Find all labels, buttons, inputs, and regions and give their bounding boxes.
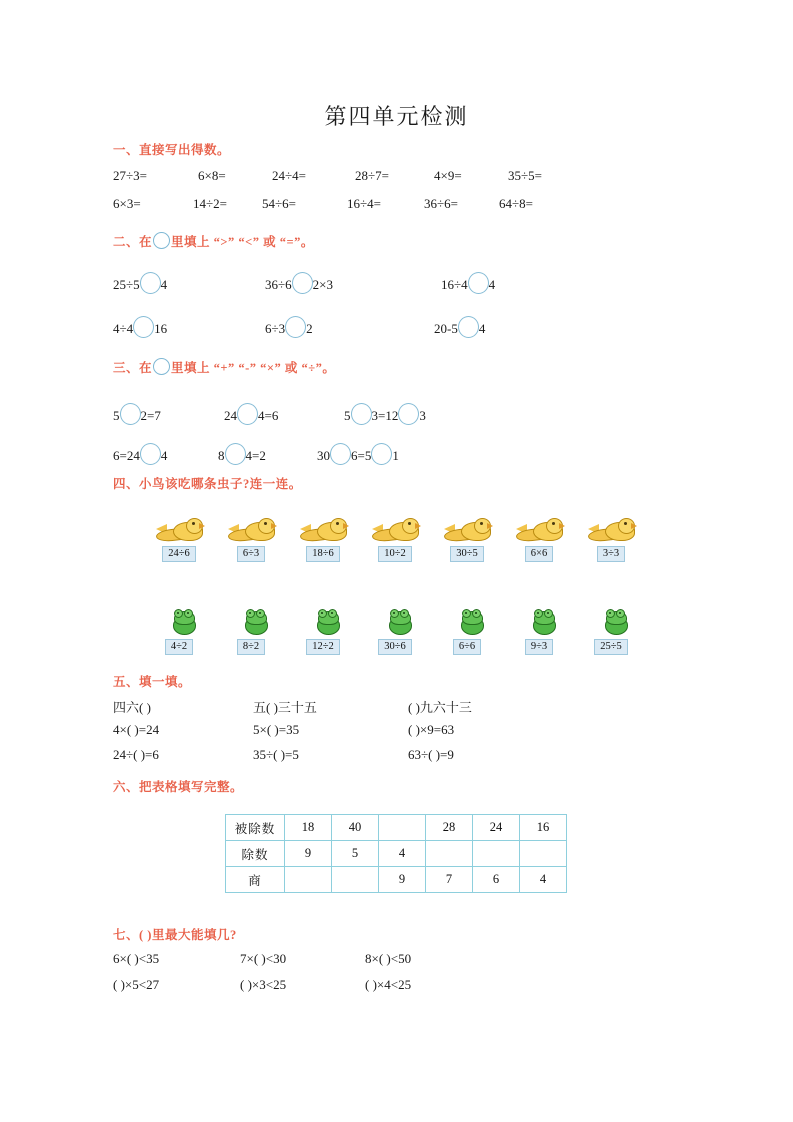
division-table: [225, 814, 567, 893]
cell-r0-c3[interactable]: 28: [426, 815, 473, 841]
s5-r1-c1[interactable]: 四六( ): [113, 700, 151, 715]
circle-blank-input[interactable]: [330, 443, 351, 465]
worm-item[interactable]: [434, 610, 500, 655]
cell-r0-c0[interactable]: 18: [285, 815, 332, 841]
s5-r2-c3[interactable]: ( )×9=63: [408, 722, 455, 737]
bird-icon: [582, 517, 640, 543]
s3-r1-c1-b: 2=7: [140, 408, 161, 423]
s5-r3-c2[interactable]: 35÷( )=5: [253, 747, 299, 762]
bird-item[interactable]: [362, 517, 428, 562]
circle-blank-input[interactable]: [371, 443, 392, 465]
row-header-divisor: 除数: [226, 841, 285, 867]
s2-r1-c3-left: 16÷4: [441, 277, 468, 292]
s5-r2-c1[interactable]: 4×( )=24: [113, 722, 160, 737]
worm-item[interactable]: [290, 610, 356, 655]
cell-r2-c1[interactable]: [332, 867, 379, 893]
s1-r2-c5: 36÷6=: [424, 196, 458, 211]
s2-r1-c2: [265, 272, 333, 294]
s1-r2-c3: 54÷6=: [262, 196, 296, 211]
circle-blank-input[interactable]: [468, 272, 489, 294]
s3-r2-c2-b: 4=2: [245, 448, 266, 463]
section-5-heading: 五、填一填。: [113, 675, 192, 689]
s3-r2-c2: [218, 443, 266, 465]
s1-r1-c3: 24÷4=: [272, 168, 306, 183]
s2-r2-c2-left: 6÷3: [265, 321, 286, 336]
s3-r2-c2-a: 8: [218, 448, 225, 463]
cell-r2-c5[interactable]: 4: [520, 867, 567, 893]
circle-blank-input[interactable]: [351, 403, 372, 425]
worm-label: 9÷3: [525, 639, 553, 655]
s2-r2-c3: [434, 316, 485, 338]
cell-r1-c2[interactable]: 4: [379, 841, 426, 867]
s3-r2-c3-a: 30: [317, 448, 330, 463]
cell-r2-c0[interactable]: [285, 867, 332, 893]
s7-r1-c3[interactable]: 8×( )<50: [365, 951, 412, 966]
bird-item[interactable]: [434, 517, 500, 562]
section-1-heading: 一、直接写出得数。: [113, 143, 231, 157]
cell-r1-c4[interactable]: [473, 841, 520, 867]
circle-blank-input[interactable]: [285, 316, 306, 338]
table-row: [226, 867, 567, 893]
birds-row: [0, 517, 793, 569]
bird-label: 24÷6: [162, 546, 196, 562]
worm-label: 8÷2: [237, 639, 265, 655]
frog-worm-icon: [366, 610, 424, 636]
section-7-heading: 七、( )里最大能填几?: [113, 928, 237, 942]
cell-r0-c2[interactable]: [379, 815, 426, 841]
circle-blank-input[interactable]: [458, 316, 479, 338]
cell-r2-c3[interactable]: 7: [426, 867, 473, 893]
bird-icon: [294, 517, 352, 543]
s2-r2-c1-right: 16: [154, 321, 168, 336]
worm-label: 30÷6: [378, 639, 412, 655]
worm-label: 25÷5: [594, 639, 628, 655]
section-2-heading-suffix: 里填上 “>” “<” 或 “=”。: [171, 235, 314, 249]
s1-r2-c2: 14÷2=: [193, 196, 227, 211]
s2-r1-c2-right: 2×3: [312, 277, 333, 292]
frog-worm-icon: [294, 610, 352, 636]
s5-r1-c3[interactable]: ( )九六十三: [408, 700, 472, 715]
worm-item[interactable]: [218, 610, 284, 655]
circle-blank-input[interactable]: [140, 272, 161, 294]
s2-r1-c3: [441, 272, 495, 294]
s3-r1-c3-b: 3=12: [371, 408, 399, 423]
worm-label: 4÷2: [165, 639, 193, 655]
bird-label: 10÷2: [378, 546, 412, 562]
bird-icon: [438, 517, 496, 543]
s1-r2-c6: 64÷8=: [499, 196, 533, 211]
s3-r1-c3-c: 3: [419, 408, 426, 423]
s5-r1-c2[interactable]: 五( )三十五: [253, 700, 317, 715]
s1-r2-c4: 16÷4=: [347, 196, 381, 211]
s3-r2-c3-c: 1: [392, 448, 399, 463]
section-3-heading: [113, 358, 335, 376]
s5-r3-c3[interactable]: 63÷( )=9: [408, 747, 454, 762]
section-2-heading-prefix: 二、在: [113, 235, 153, 249]
s2-r1-c2-left: 36÷6: [265, 277, 292, 292]
circle-blank-icon: [153, 232, 170, 249]
s2-r1-c1-left: 25÷5: [113, 277, 140, 292]
cell-r1-c3[interactable]: [426, 841, 473, 867]
s1-r1-c1: 27÷3=: [113, 168, 147, 183]
cell-r2-c4[interactable]: 6: [473, 867, 520, 893]
s3-r1-c1-a: 5: [113, 408, 120, 423]
bird-item[interactable]: [218, 517, 284, 562]
s1-r2-c1: 6×3=: [113, 196, 141, 211]
circle-blank-input[interactable]: [140, 443, 161, 465]
worm-item[interactable]: [146, 610, 212, 655]
s1-r1-c2: 6×8=: [198, 168, 226, 183]
s2-r2-c3-right: 4: [478, 321, 486, 336]
frog-worm-icon: [150, 610, 208, 636]
s7-r2-c1[interactable]: ( )×5<27: [113, 977, 160, 992]
s3-r2-c1-b: 4: [160, 448, 168, 463]
bird-label: 6÷3: [237, 546, 265, 562]
s7-r2-c3[interactable]: ( )×4<25: [365, 977, 412, 992]
s5-r3-c1[interactable]: 24÷( )=6: [113, 747, 159, 762]
bird-label: 18÷6: [306, 546, 340, 562]
table-row: [226, 841, 567, 867]
s2-r2-c1-left: 4÷4: [113, 321, 134, 336]
bird-icon: [510, 517, 568, 543]
cell-r2-c2[interactable]: 9: [379, 867, 426, 893]
worm-item[interactable]: [506, 610, 572, 655]
circle-blank-input[interactable]: [225, 443, 246, 465]
s3-r1-c2-a: 24: [224, 408, 237, 423]
s2-r1-c1-right: 4: [160, 277, 168, 292]
s3-r2-c1: [113, 443, 167, 465]
cell-r0-c1[interactable]: 40: [332, 815, 379, 841]
circle-blank-input[interactable]: [120, 403, 141, 425]
worm-label: 6÷6: [453, 639, 481, 655]
s3-r2-c3: [317, 443, 399, 465]
frog-worm-icon: [582, 610, 640, 636]
bird-label: 6×6: [525, 546, 553, 562]
s2-r2-c2-right: 2: [306, 321, 313, 336]
s3-r1-c2: [224, 403, 278, 425]
s3-r2-c1-a: 6=24: [113, 448, 140, 463]
page-title: 第四单元检测: [324, 104, 469, 129]
s2-r2-c3-left: 20-5: [434, 321, 458, 336]
section-4-heading: 四、小鸟该吃哪条虫子?连一连。: [113, 477, 302, 491]
frog-worm-icon: [222, 610, 280, 636]
s2-r2-c1: [113, 316, 167, 338]
s3-r1-c2-b: 4=6: [258, 408, 279, 423]
s7-r2-c2[interactable]: ( )×3<25: [240, 977, 287, 992]
s7-r1-c1[interactable]: 6×( )<35: [113, 951, 160, 966]
bird-icon: [150, 517, 208, 543]
circle-blank-icon: [153, 358, 170, 375]
row-header-quotient: 商: [226, 867, 285, 893]
s5-r2-c2[interactable]: 5×( )=35: [253, 722, 300, 737]
s2-r1-c1: [113, 272, 167, 294]
bird-item[interactable]: [578, 517, 644, 562]
circle-blank-input[interactable]: [237, 403, 258, 425]
frog-worm-icon: [510, 610, 568, 636]
bird-item[interactable]: [506, 517, 572, 562]
s3-r1-c1: [113, 403, 161, 425]
bird-item[interactable]: [146, 517, 212, 562]
cell-r1-c1[interactable]: 5: [332, 841, 379, 867]
bird-icon: [366, 517, 424, 543]
s7-r1-c2[interactable]: 7×( )<30: [240, 951, 287, 966]
frog-worm-icon: [438, 610, 496, 636]
section-2-heading: [113, 232, 314, 250]
bird-label: 3÷3: [597, 546, 625, 562]
s2-r2-c2: [265, 316, 313, 338]
s1-r1-c4: 28÷7=: [355, 168, 389, 183]
s3-r1-c3: [344, 403, 426, 425]
s2-r1-c3-right: 4: [488, 277, 496, 292]
cell-r0-c5[interactable]: 16: [520, 815, 567, 841]
s3-r2-c3-b: 6=5: [351, 448, 372, 463]
s3-r1-c3-a: 5: [344, 408, 351, 423]
s1-r1-c6: 35÷5=: [508, 168, 542, 183]
circle-blank-input[interactable]: [398, 403, 419, 425]
cell-r1-c5[interactable]: [520, 841, 567, 867]
table-row: [226, 815, 567, 841]
worm-label: 12÷2: [306, 639, 340, 655]
row-header-dividend: 被除数: [226, 815, 285, 841]
circle-blank-input[interactable]: [292, 272, 313, 294]
worms-row: [0, 610, 793, 662]
cell-r0-c4[interactable]: 24: [473, 815, 520, 841]
cell-r1-c0[interactable]: 9: [285, 841, 332, 867]
worm-item[interactable]: [362, 610, 428, 655]
section-6-heading: 六、把表格填写完整。: [113, 780, 244, 794]
s1-r1-c5: 4×9=: [434, 168, 462, 183]
section-3-heading-suffix: 里填上 “+” “-” “×” 或 “÷”。: [171, 361, 336, 375]
bird-icon: [222, 517, 280, 543]
section-3-heading-prefix: 三、在: [113, 361, 153, 375]
circle-blank-input[interactable]: [133, 316, 154, 338]
bird-label: 30÷5: [450, 546, 484, 562]
worm-item[interactable]: [578, 610, 644, 655]
bird-item[interactable]: [290, 517, 356, 562]
